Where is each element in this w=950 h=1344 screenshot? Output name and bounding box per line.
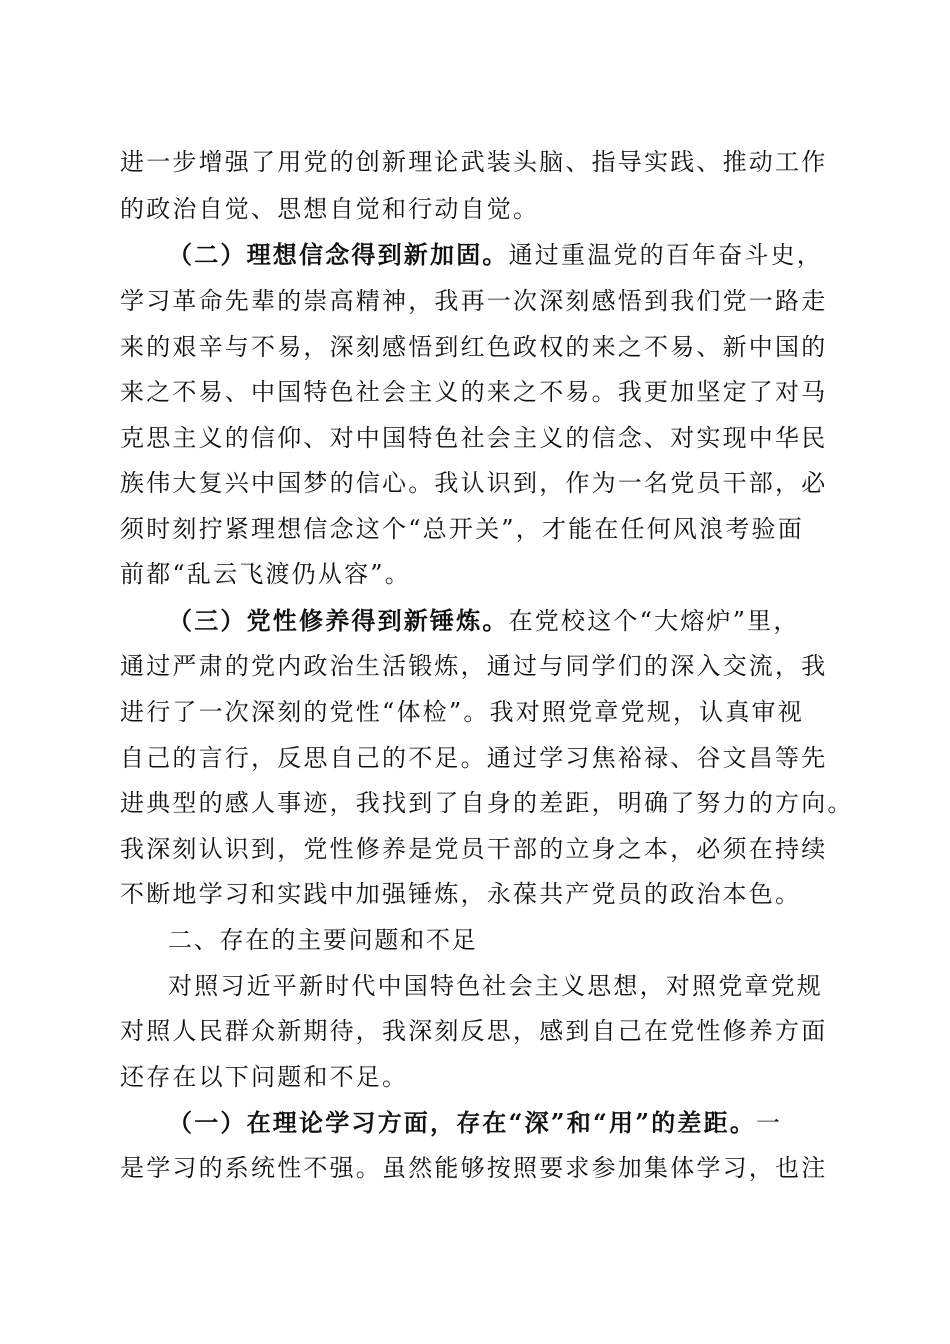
paragraph-line: 须时刻拧紧理想信念这个“总开关”，才能在任何风浪考验面	[120, 515, 804, 543]
paragraph-line: 进典型的感人事迹，我找到了自身的差距，明确了努力的方向。	[120, 789, 854, 817]
paragraph-line: 通过严肃的党内政治生活锻炼，通过与同学们的深入交流，我	[120, 652, 828, 680]
paragraph-line: 是学习的系统性不强。虽然能够按照要求参加集体学习，也注	[120, 1154, 828, 1182]
paragraph-line: 族伟大复兴中国梦的信心。我认识到，作为一名党员干部，必	[120, 469, 828, 497]
paragraph-line: 还存在以下问题和不足。	[120, 1063, 409, 1091]
paragraph-line: 进行了一次深刻的党性“体检”。我对照党章党规，认真审视	[120, 698, 804, 726]
paragraph-text: 在党校这个“大熔炉”里，	[508, 607, 800, 635]
subsection-heading-line	[168, 239, 823, 271]
paragraph-line: 自己的言行，反思自己的不足。通过学习焦裕禄、谷文昌等先	[120, 744, 828, 772]
paragraph-line: 来的艰辛与不易，深刻感悟到红色政权的来之不易、新中国的	[120, 333, 828, 361]
subsection-heading-line	[168, 605, 800, 637]
paragraph-line: 不断地学习和实践中加强锤炼，永葆共产党员的政治本色。	[120, 880, 802, 908]
section-heading: 二、存在的主要问题和不足	[168, 926, 478, 954]
paragraph-line: 对照人民群众新期待，我深刻反思，感到自己在党性修养方面	[120, 1017, 828, 1045]
paragraph-line: 克思主义的信仰、对中国特色社会主义的信念、对实现中华民	[120, 424, 828, 452]
subsection-title-theory-study: （一）在理论学习方面，存在“深”和“用”的差距。	[168, 1108, 757, 1137]
subsection-title-ideals: （二）理想信念得到新加固。	[168, 240, 509, 269]
paragraph-line: 前都“乱云飞渡仍从容”。	[120, 560, 411, 588]
subsection-heading-line	[168, 1107, 782, 1139]
paragraph-line: 进一步增强了用党的创新理论武装头脑、指导实践、推动工作	[120, 148, 828, 176]
subsection-title-party-spirit: （三）党性修养得到新锤炼。	[168, 606, 509, 635]
paragraph-text: 一	[756, 1109, 783, 1137]
paragraph-line: 来之不易、中国特色社会主义的来之不易。我更加坚定了对马	[120, 378, 828, 406]
paragraph-line: 我深刻认识到，党性修养是党员干部的立身之本，必须在持续	[120, 835, 828, 863]
paragraph-line: 对照习近平新时代中国特色社会主义思想，对照党章党规	[168, 972, 823, 1000]
paragraph-text: 通过重温党的百年奋斗史，	[508, 241, 824, 269]
paragraph-line: 学习革命先辈的崇高精神，我再一次深刻感悟到我们党一路走	[120, 287, 828, 315]
paragraph-line: 的政治自觉、思想自觉和行动自觉。	[120, 195, 540, 223]
